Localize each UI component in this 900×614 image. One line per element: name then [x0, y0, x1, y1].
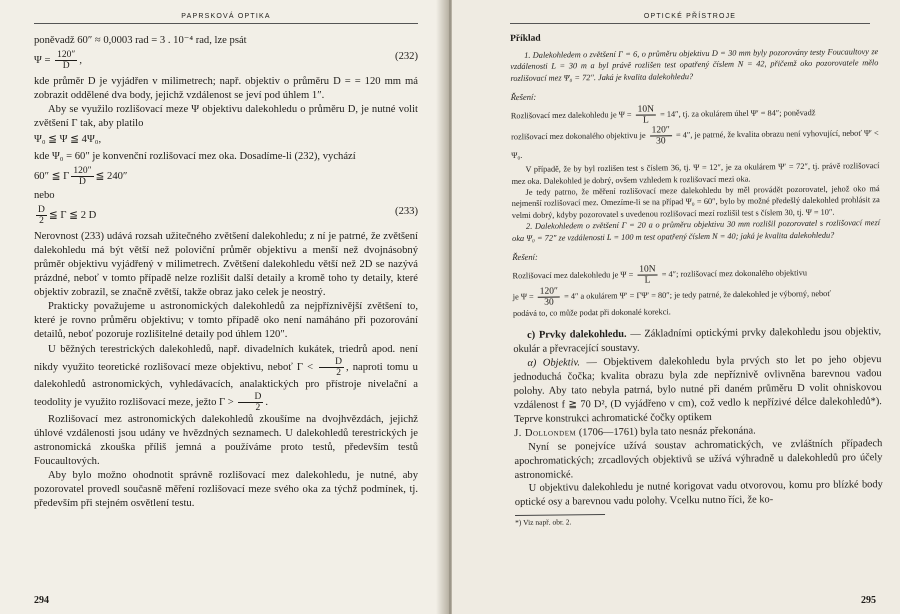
paragraph-8: Aby bylo možno ohodnotit správně rozlišovací mez dalekohledu, je nutné, aby pozorovatel provedl současně měření rozlišovací meze svého oka za týchž podmínek, tj. především při stejném osvětlení testu. [34, 470, 418, 510]
equation-232 [34, 50, 418, 71]
sol1a-numerator: 10N [636, 105, 656, 116]
solution-1-para-d: Je tedy patrno, že měření rozlišovací meze dalekohledu by měl provádět pozorovatel, jehož oko má nejmenší rozlišovací mez. Omezíme-li se na případ Ψ₀ = 60″, bylo by možné předešlý dalekohled prohlásit za velmi dobrý, kdyby pozorovatel s uvedenou rozlišovací mezí rozlišil test s číslem 30, tj. Ψ = 10″. [511, 184, 880, 220]
ineq2-numerator: 120″ [73, 165, 92, 176]
sol1b-denominator: 30 [656, 136, 666, 147]
example-heading: Příklad [510, 33, 541, 44]
eq232-numerator: 120″ [57, 50, 76, 61]
left-page-number: 294 [34, 595, 49, 606]
eq233-numerator: D [38, 204, 45, 215]
paragraph-1: kde průměr D je vyjádřen v milimetrech; např. objektiv o průměru D = = 120 mm má zobrazit oddělené dva body, jejichž vzdálenost se jeví pod úhlem 1″. [34, 76, 418, 102]
para6-frac1-numerator: D [319, 357, 344, 368]
right-page-number: 295 [861, 595, 876, 606]
eq232-number: (232) [395, 51, 418, 63]
sol1a-denominator: L [642, 115, 649, 126]
paragraph-4: Nerovnost (233) udává rozsah užitečného zvětšení dalekohledu; z ní je patrné, že zvětšení dalekohledu má být větší než poloviční průměr objektivu a menší než dvojnásobný průměr objektivu vyjádřený v milimetrech. Zvětšení dalekohledu větší než 2D se nazývá prázdné, neboť v tomto případě nelze rozlišit další detaily a kromě toho ty detaily, které objektiv zobrazil, se značně zvětší, takže obraz jako celek je neostrý. [34, 230, 418, 299]
eq232-fraction [55, 50, 77, 71]
sol1a-post: = 14″, tj. za okulárem úhel Ψ′ = 84″; poněvadž [657, 108, 816, 120]
objektiv-heading: α) Objektiv. [527, 357, 580, 370]
right-page [452, 0, 900, 614]
sol2a-post: = 4″; rozlišovací mez dokonalého objektivu [659, 268, 808, 279]
sol2a-fraction [637, 265, 658, 286]
equation-233 [34, 205, 418, 226]
solution-1-heading: Řešení: [510, 91, 537, 103]
objektiv-text: — Objektivem dalekohledu byla prvých sto let po jeho objevu jednoduchá čočka; kvalita obrazu byla zde nepříznivě ovlivněna barevnou vadou polohy. Aby tato nebyla patrná, bylo nutné při daném průměru D volit ohniskovou vzdálenost f ≧ 70 D², (D vyjádřeno v cm), což vedlo k nepřízivé délce dalekohledů*). Teprve konstrukci achromatické čočky optikem [513, 354, 882, 425]
para6-part-a: U běžných terestrických dalekohledů, např. divadelních kukátek, triedrů apod. není nikdy využito teoretické rozlišovací meze objektivu, neboť Γ < [34, 343, 418, 373]
paragraph-nyni: Nyní se ponejvíce užívá soustav achromatických, ve zvláštních případech apochromatických; zrcadlových objektivů se užívá výhradně u dalekohledů pro účely astronomické. [514, 437, 883, 481]
eq233-rest: ≦ Γ ≦ 2 D [48, 209, 97, 221]
para6-part-b: , naproti tomu u dalekohledů astronomických, vyhledávacích, analaktických pro přístroje nivelační a teodolity je využito rozlišovací meze, ježto Γ > [34, 361, 418, 408]
paragraph-5: Prakticky považujeme u astronomických dalekohledů za nejpříznivější zvětšení to, které je rovno průměru objektivu; v tomto případě oko není namáháno při pozorování detailů, neboť pozoruje rozlišitelné detaily pod úhlem 120″. [34, 301, 418, 341]
intro-line: poněvadž 60″ ≈ 0,0003 rad = 3 . 10⁻⁴ rad, lze psát [34, 35, 247, 46]
section-c-paragraph [513, 326, 881, 358]
ineq2-left: 60″ ≦ Γ [34, 170, 70, 182]
paragraph-7: Rozlišovací mez astronomických dalekohledů zkoušíme na dvojhvězdách, jejichž úhlové vzdálenosti jsou udány ve hvězdných seznamech. U dalekohledů terestrických je astronomická zkouška příliš jemná a používáme proto testů, především testů Foucaultových. [34, 413, 418, 467]
objektiv-paragraph [513, 353, 882, 426]
sol1a-fraction [636, 105, 657, 126]
example-1-text: 1. Dalekohledem o zvětšení Γ = 6, o průměru objektivu D = 30 mm byly pozorovány testy Foucaultovy ze vzdálenosti L = 30 m a byl právě rozlišen test opatřený číslem N = 42, přičemž oko pozorovatele mělo rozlišovací mez Ψ₀ = 72″. Jaká je kvalita dalekohledu? [510, 47, 879, 83]
left-text-body [34, 34, 418, 511]
para6-frac1-denominator: 2 [336, 367, 341, 378]
eq232-lhs: Ψ = [34, 55, 54, 67]
sol2b-fraction [538, 287, 560, 308]
solution-1-line-b [511, 123, 879, 164]
left-page [0, 0, 448, 614]
eq232-denominator: D [62, 61, 70, 72]
sol2b-pre: je Ψ = [512, 292, 536, 302]
solution-2-line-b [513, 283, 881, 308]
left-running-head: PAPRSKOVÁ OPTIKA [34, 0, 418, 24]
dollond-text: (1706—1761) byla tato nesnáz překonána. [576, 425, 756, 439]
ineq2-fraction [71, 166, 93, 187]
paragraph-2: Aby se využilo rozlišovací meze Ψ objektivu dalekohledu o průměru D, je nutné volit zvětšení Γ tak, aby platilo [34, 104, 418, 130]
sol1b-pre: rozlišovací mez dokonalého objektivu je [511, 131, 648, 142]
example-1 [510, 46, 878, 84]
sol1b-fraction [650, 126, 672, 147]
eq233-fraction [36, 205, 47, 226]
sol1b-post: = 4″, je patrné, že kvalita obrazu není vyhovující, neboť Ψ′ < Ψ₀. [511, 128, 879, 161]
para6-frac2-numerator: D [238, 392, 263, 403]
sol2a-numerator: 10N [637, 265, 657, 276]
ineq2-right: ≦ 240″ [95, 170, 128, 182]
example-2 [512, 217, 880, 244]
footnote-rule [515, 514, 605, 516]
sol2b-denominator: 30 [544, 297, 554, 308]
sol2b-numerator: 120″ [538, 287, 560, 298]
dollond-name: J. Dollondem [514, 427, 577, 439]
eq232-tail: , [79, 55, 82, 67]
ineq2-denominator: D [78, 176, 86, 187]
nebo-word: nebo [34, 189, 55, 201]
sol2a-pre: Rozlišovací mez dalekohledu je Ψ = [512, 270, 636, 281]
paragraph-objektivu: U objektivu dalekohledu je nutné korigovat vadu otvorovou, komu pro blízké body optické osy a barevnou vadu polohy. Vcelku nutno říci, že ko- [514, 479, 883, 509]
solution-2-heading: Řešení: [512, 251, 538, 263]
sol2b-post: = 4″ a okulárem Ψ′ = ΓΨ′ = 80″; je tedy patrné, že dalekohled je výborný, neboť [561, 289, 831, 301]
paragraph-3: kde Ψ₀ = 60″ je konvenční rozlišovací mez oka. Dosadíme-li (232), vychází [34, 150, 356, 162]
para6-fraction-2 [238, 392, 263, 413]
para6-part-c: . [265, 396, 268, 408]
sol1a-pre: Rozlišovací mez dalekohledu je Ψ = [510, 110, 634, 121]
right-running-head: OPTICKÉ PŘÍSTROJE [510, 0, 870, 24]
para6-frac2-denominator: 2 [255, 402, 261, 413]
eq233-denominator: 2 [39, 215, 44, 226]
footnote: *) Viz např. obr. 2. [515, 517, 572, 528]
inequality-1: Ψ₀ ≦ Ψ ≦ 4Ψ₀, [34, 134, 102, 146]
para6-fraction-1 [319, 357, 344, 378]
eq233-number: (233) [395, 205, 418, 217]
solution-1-para-c: V případě, že by byl rozlišen test s číslem 36, tj. Ψ = 12″, je za okulárem Ψ′ = 72″, tj. právě rozlišovací mez oka. Dalekohled je dobrý, ovšem vzhledem k rozlišovací mezi oka. [511, 161, 880, 186]
solution-2-line-c: podává to, co může podat při dokonalé korekci. [512, 307, 671, 319]
right-text-body [510, 30, 883, 527]
paragraph-6 [34, 343, 418, 413]
example-2-text: 2. Dalekohledem o zvětšení Γ = 20 a o průměru objektivu 30 mm rozlišil pozorovatel s rozlišovací mezí oka Ψ₀ = 72″ ze vzdálenosti L = 100 m test opatřený číslem N = 40; jaká je kvalita dalekohledu? [512, 218, 881, 243]
inequality-2 [34, 166, 418, 187]
section-c-text: — Základními optickými prvky dalekohledu jsou objektiv, okulár a převracející soustavy. [513, 326, 882, 356]
sol1b-numerator: 120″ [650, 126, 672, 137]
sol2a-denominator: L [644, 275, 651, 286]
section-c-heading: c) Prvky dalekohledu. [527, 329, 627, 342]
